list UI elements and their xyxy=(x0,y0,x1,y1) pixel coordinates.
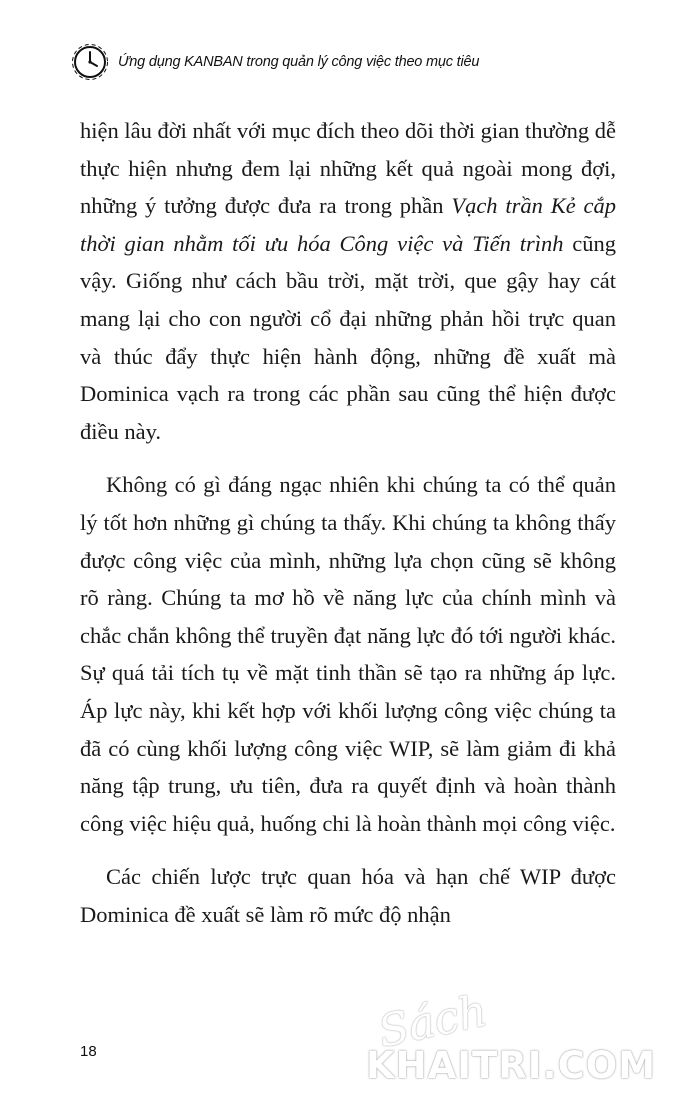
header-title: Ứng dụng KANBAN trong quản lý công việc theo mục tiêu xyxy=(118,54,480,70)
clock-icon xyxy=(70,42,110,82)
watermark-brand: KHAITRI.COM xyxy=(366,1044,657,1087)
watermark-logo xyxy=(350,985,695,1115)
page-body xyxy=(80,112,616,949)
paragraph-1-italic-title: Vạch trần Kẻ cắp thời gian nhằm tối ưu hóa Công việc và Tiến trình xyxy=(80,193,617,256)
watermark-script: Sách xyxy=(373,985,492,1058)
paragraph-1 xyxy=(80,112,616,450)
paragraph-3: Các chiến lược trực quan hóa và hạn chế WIP được Dominica đề xuất sẽ làm rõ mức độ nhận xyxy=(80,864,616,927)
page-number: 18 xyxy=(80,1043,97,1060)
paragraph-1-text-end: cũng vậy. Giống như cách bầu trời, mặt trời, que gậy hay cát mang lại cho con người cổ đại những phản hồi trực quan và thúc đẩy thực hiện hành động, những đề xuất mà Dominica vạch ra trong các phần sau cũng thể hiện được điều này. xyxy=(80,230,616,444)
paragraph-2: Không có gì đáng ngạc nhiên khi chúng ta có thể quản lý tốt hơn những gì chúng ta thấy. Khi chúng ta không thấy được công việc của mình, những lựa chọn cũng sẽ không rõ ràng. Chúng ta mơ hồ về năng lực của chính mình và chắc chắn không thể truyền đạt năng lực đó tới người khác. Sự quá tải tích tụ về mặt tinh thần sẽ tạo ra những áp lực. Áp lực này, khi kết hợp với khối lượng công việc chúng ta đã có cùng khối lượng công việc WIP, sẽ làm giảm đi khả năng tập trung, ưu tiên, đưa ra quyết định và hoàn thành công việc hiệu quả, huống chi là hoàn thành mọi công việc. xyxy=(80,472,616,836)
running-header xyxy=(70,40,590,84)
paragraph-1-text: hiện lâu đời nhất với mục đích theo dõi thời gian thường dễ thực hiện nhưng đem lại những kết quả ngoài mong đợi, những ý tưởng được đưa ra trong phần xyxy=(80,118,616,219)
